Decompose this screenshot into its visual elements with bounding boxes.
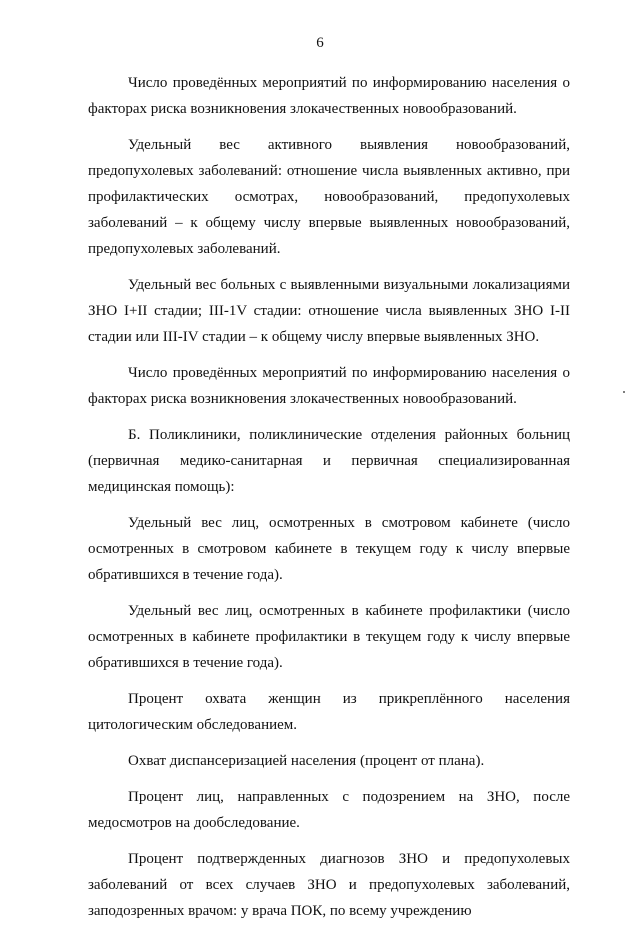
paragraph-dispensary-coverage: Охват диспансеризацией населения (процент от плана).	[128, 753, 485, 769]
document-body	[88, 70, 570, 934]
paragraph-cytology-coverage: Процент охвата женщин из прикреплённого населения цитологическим обследованием.	[88, 691, 570, 733]
paragraph-exam-room-share: Удельный вес лиц, осмотренных в смотровом кабинете (число осмотренных в смотровом кабинете в текущем году к числу впервые обратившихся в течение года).	[88, 515, 570, 583]
paragraph-confirmed-diagnoses: Процент подтвержденных диагнозов ЗНО и предопухолевых заболеваний от всех случаев ЗНО и предопухолевых заболеваний, заподозренных врачом: у врача ПОК, по всему учреждению	[88, 851, 570, 919]
scan-dot-mark	[623, 391, 625, 393]
paragraph-awareness-events-2: Число проведённых мероприятий по информированию населения о факторах риска возникновения злокачественных новообразований.	[88, 365, 570, 407]
paragraph-section-b-heading: Б. Поликлиники, поликлинические отделения районных больниц (первичная медико-санитарная и первичная специализированная медицинская помощь):	[88, 427, 570, 495]
paragraph-prevention-room-share: Удельный вес лиц, осмотренных в кабинете профилактики (число осмотренных в кабинете профилактики в текущем году к числу впервые обратившихся в течение года).	[88, 603, 570, 671]
paragraph-referred-suspicion: Процент лиц, направленных с подозрением на ЗНО, после медосмотров на дообследование.	[88, 789, 570, 831]
paragraph-visual-localization-share: Удельный вес больных с выявленными визуальными локализациями ЗНО I+II стадии; III-1V стадии: отношение числа выявленных ЗНО I-II стадии или III-IV стадии – к общему числу впервые выявленных ЗНО.	[88, 277, 570, 345]
page-number: 6	[316, 35, 324, 51]
paragraph-awareness-events-1: Число проведённых мероприятий по информированию населения о факторах риска возникновения злокачественных новообразований.	[88, 75, 570, 117]
paragraph-active-detection-share: Удельный вес активного выявления новообразований, предопухолевых заболеваний: отношение числа выявленных активно, при профилактических осмотрах, новообразований, предопухолевых заболеваний – к общему числу впервые выявленных новообразований, предопухолевых заболеваний.	[88, 137, 570, 257]
